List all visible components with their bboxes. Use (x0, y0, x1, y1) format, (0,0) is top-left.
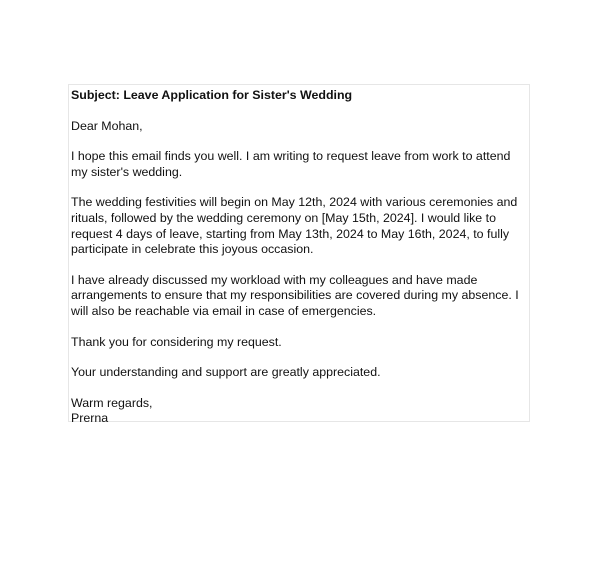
letter-subject: Subject: Leave Application for Sister's Wedding (71, 88, 353, 102)
letter-paragraph-thanks: Thank you for considering my request. (71, 334, 282, 349)
letter-paragraph-intro: I hope this email finds you well. I am writing to request leave from work to attend my sister's wedding. (71, 149, 511, 179)
letter-paragraph-appreciation: Your understanding and support are greatly appreciated. (71, 365, 381, 380)
letter-document (68, 84, 530, 426)
letter-paragraph-dates: The wedding festivities will begin on May 12th, 2024 with various ceremonies and rituals, followed by the wedding ceremony on [May 15th, 2024]. I would like to request 4 days of leave, starting from May 13th, 2024 to May 16th, 2024, to fully participate in celebrate this joyous occasion. (71, 195, 518, 257)
letter-signature: Prerna (71, 411, 109, 426)
letter-paragraph-arrangements: I have already discussed my workload with my colleagues and have made arrangements to ensure that my responsibilities are covered during my absence. I will also be reachable via email in case of emergencies. (71, 272, 519, 318)
letter-closing: Warm regards, (71, 395, 153, 410)
letter-greeting: Dear Mohan, (71, 118, 143, 133)
